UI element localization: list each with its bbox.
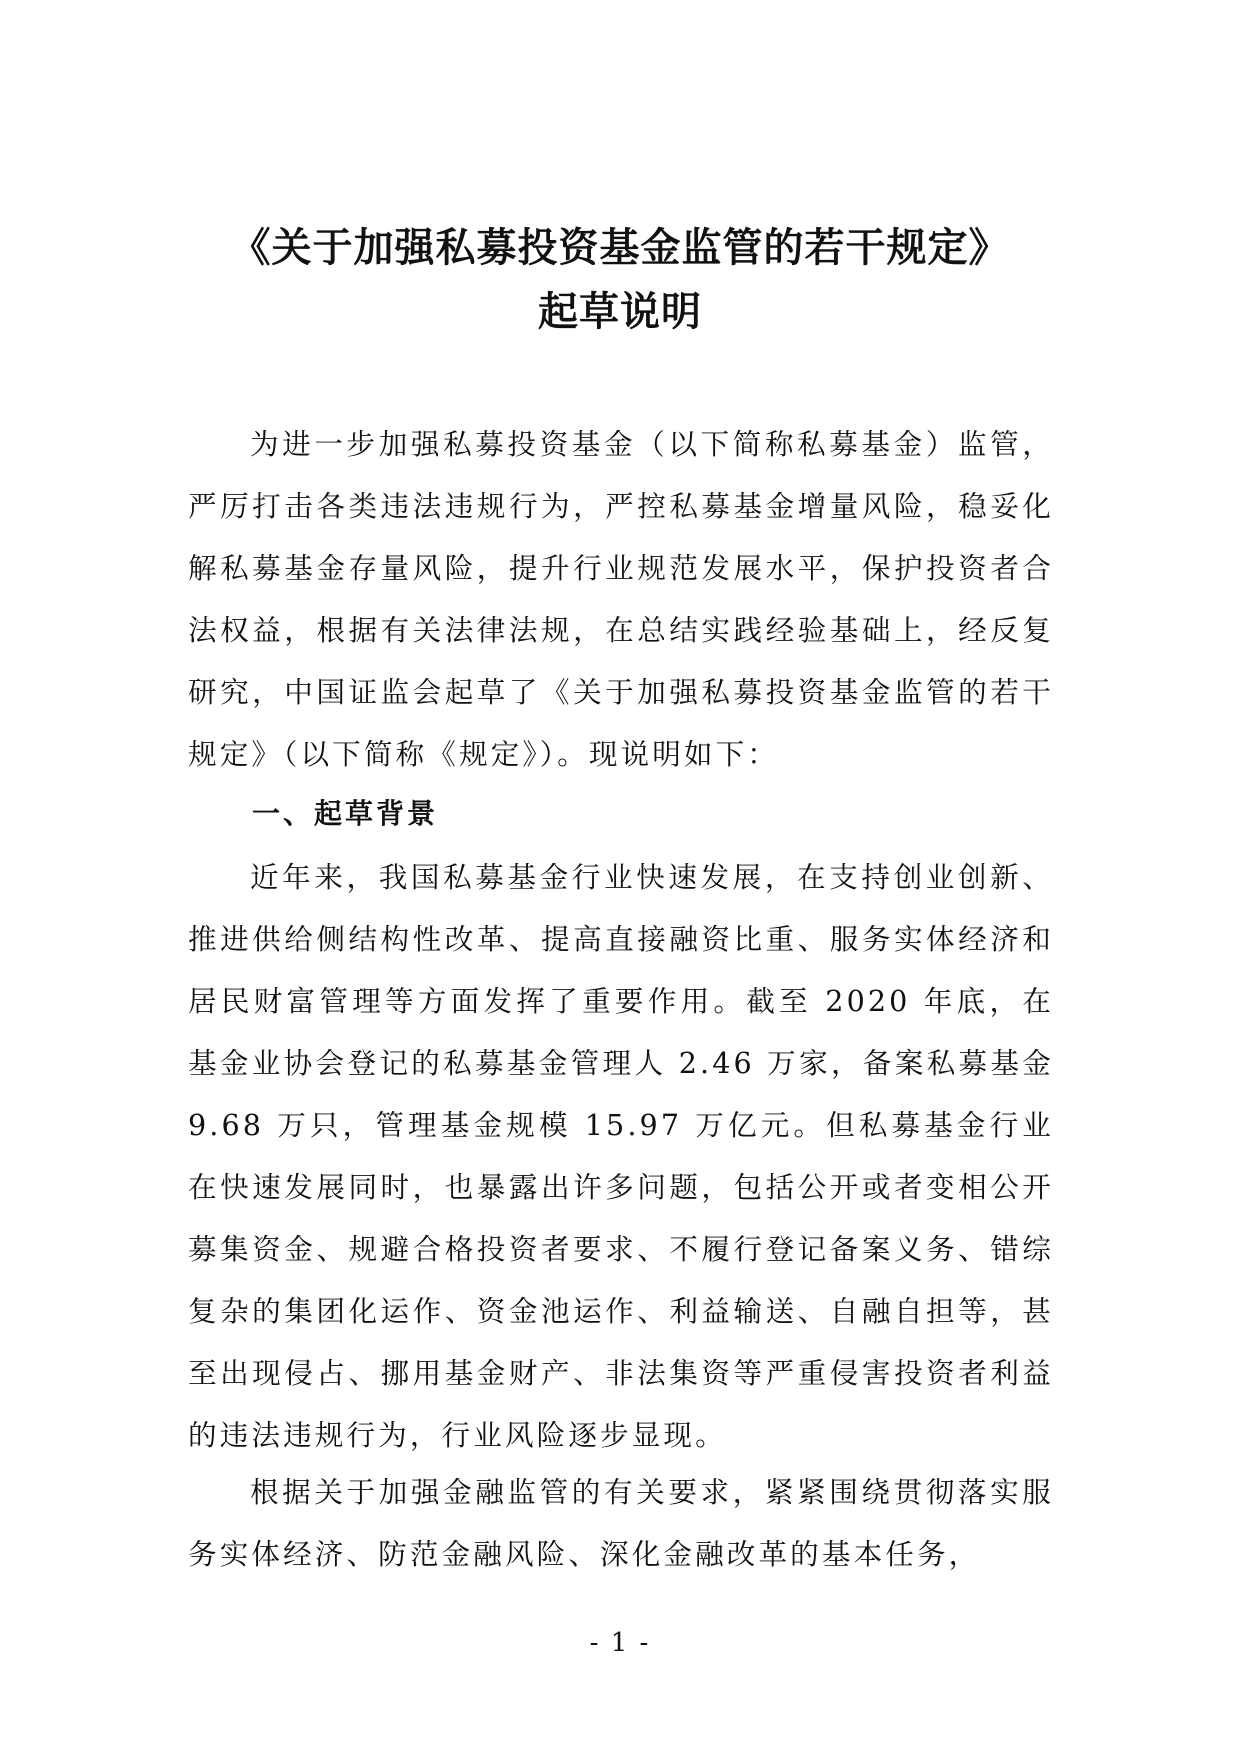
intro-paragraph: 为进一步加强私募投资基金（以下简称私募基金）监管，严厉打击各类违法违规行为，严控私募基金增量风险，稳妥化解私募基金存量风险，提升行业规范发展水平，保护投资者合法权益，根据有关法律法规，在总结实践经验基础上，经反复研究，中国证监会起草了《关于加强私募投资基金监管的若干规定》（以下简称《规定》）。现说明如下： <box>188 427 1054 771</box>
background-paragraph-block <box>188 846 1054 1466</box>
document-subtitle: 起草说明 <box>538 289 702 335</box>
continuation-paragraph: 根据关于加强金融监管的有关要求，紧紧围绕贯彻落实服务实体经济、防范金融风险、深化金融改革的基本任务， <box>188 1475 1054 1571</box>
document-title: 《关于加强私募投资基金监管的若干规定》 <box>230 225 1010 271</box>
background-paragraph: 近年来，我国私募基金行业快速发展，在支持创业创新、推进供给侧结构性改革、提高直接融资比重、服务实体经济和居民财富管理等方面发挥了重要作用。截至 2020 年底，在基金业协会登记的私募基金管理人 2.46 万家，备案私募基金 9.68 万只，管理基金规模 15.97 万亿元。但私募基金行业在快速发展同时，也暴露出许多问题，包括公开或者变相公开募集资金、规避合格投资者要求、不履行登记备案义务、错综复杂的集团化运作、资金池运作、利益输送、自融自担等，甚至出现侵占、挪用基金财产、非法集资等严重侵害投资者利益的违法违规行为，行业风险逐步显现。 <box>188 860 1054 1452</box>
continuation-paragraph-block <box>188 1461 1054 1585</box>
page-number: - 1 - <box>589 1628 651 1658</box>
section-heading-background: 一、起草背景 <box>252 797 439 830</box>
intro-paragraph-block <box>188 413 1054 785</box>
